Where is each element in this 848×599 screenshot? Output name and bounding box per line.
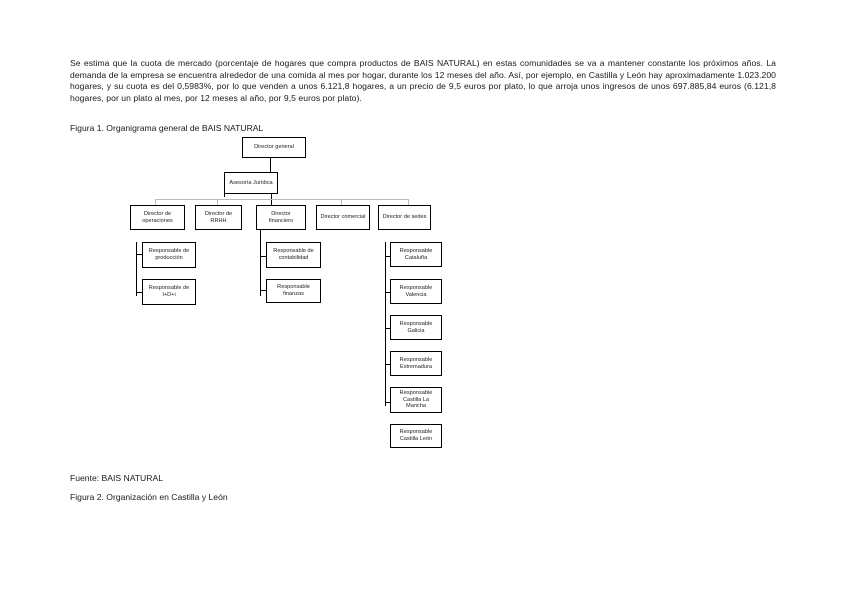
connector-line bbox=[385, 242, 386, 406]
source-note: Fuente: BAIS NATURAL bbox=[70, 473, 163, 483]
responsable-galicia-box: Responsable Galicia bbox=[390, 315, 442, 340]
responsable-valencia-box: Responsable Valencia bbox=[390, 279, 442, 304]
director-financiero-box: Director financiero bbox=[256, 205, 306, 230]
connector-line bbox=[155, 199, 409, 200]
connector-line bbox=[260, 230, 261, 296]
responsable-finanzas-box: Responsable finanzas bbox=[266, 279, 321, 303]
responsable-produccion-box: Responsable de producción bbox=[142, 242, 196, 268]
director-comercial-box: Director comercial bbox=[316, 205, 370, 230]
responsable-cataluna-box: Responsable Cataluña bbox=[390, 242, 442, 267]
responsable-contabilidad-box: Responsable de contabilidad bbox=[266, 242, 321, 268]
responsable-idi-box: Responsable de I+D+i bbox=[142, 279, 196, 305]
director-general-box: Director general bbox=[242, 137, 306, 158]
responsable-castilla-leon-box: Responsable Castilla León bbox=[390, 424, 442, 448]
director-sedes-box: Director de sedes bbox=[378, 205, 431, 230]
director-rrhh-box: Director de RRHH bbox=[195, 205, 242, 230]
asesoria-juridica-box: Asesoría Jurídica bbox=[224, 172, 278, 194]
figure2-caption: Figura 2. Organización en Castilla y León bbox=[70, 492, 228, 502]
connector-line bbox=[136, 242, 137, 296]
responsable-extremadura-box: Responsable Extremadura bbox=[390, 351, 442, 376]
responsable-castilla-mancha-box: Responsable Castilla La Mancha bbox=[390, 387, 442, 413]
figure1-caption: Figura 1. Organigrama general de BAIS NATURAL bbox=[70, 123, 264, 133]
director-operaciones-box: Director de operaciones bbox=[130, 205, 185, 230]
intro-paragraph: Se estima que la cuota de mercado (porcentaje de hogares que compra productos de BAIS NATURAL) en estas comunidades se va a mantener constante los próximos años. La demanda de la empresa se encuentra alrededor de una comida al mes por hogar, durante los 12 meses del año. Así, por ejemplo, en Castilla y León hay aproximadamente 1.023.200 hogares, y su cuota es del 0,5983%, por lo que venden a unos 6.121,8 hogares, a un precio de 9,5 euros por plato, lo que arroja unos ingresos de unos 697.885,84 euros (6.121,8 hogares, por un plato al mes, por 12 meses al año, por 9,5 euros por plato). bbox=[70, 58, 776, 103]
